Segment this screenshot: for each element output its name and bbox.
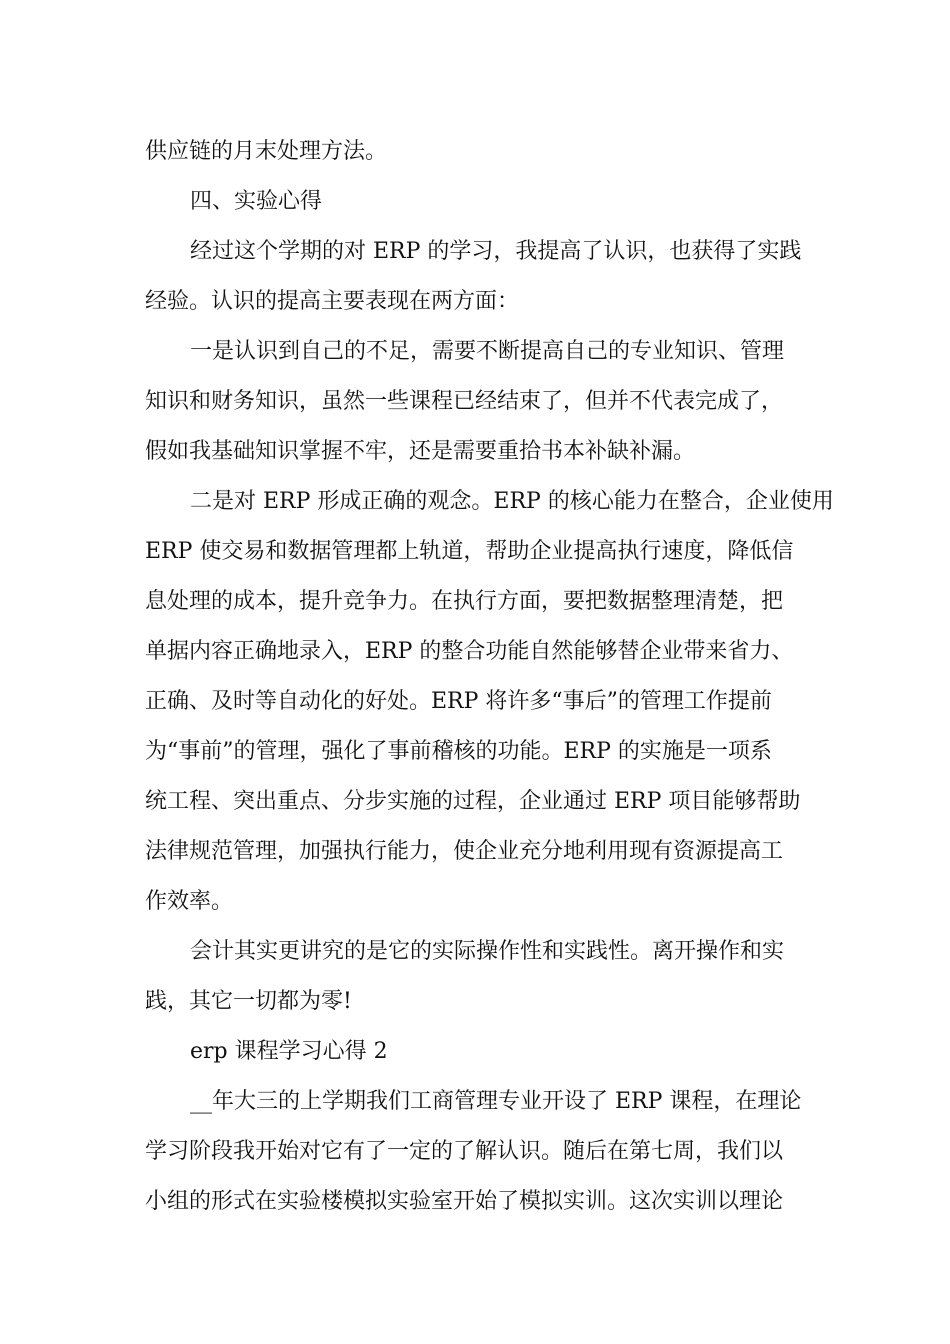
text-line: ERP 使交易和数据管理都上轨道，帮助企业提高执行速度，降低信 [145,539,794,564]
text-line: 践，其它一切都为零! [145,989,352,1014]
text-line: 学习阶段我开始对它有了一定的了解认识。随后在第七周，我们以 [145,1139,784,1164]
text-line: 会计其实更讲究的是它的实际操作性和实践性。离开操作和实 [190,939,785,964]
text-line: 经验。认识的提高主要表现在两方面： [145,289,520,314]
text-line: 小组的形式在实验楼模拟实验室开始了模拟实训。这次实训以理论 [145,1189,784,1214]
text-line: 统工程、突出重点、分步实施的过程，企业通过 ERP 项目能够帮助 [145,789,801,814]
text-line: 假如我基础知识掌握不牢，还是需要重拾书本补缺补漏。 [145,439,696,464]
text-line: 单据内容正确地录入，ERP 的整合功能自然能够替企业带来省力、 [145,639,794,664]
section-heading: 四、实验心得 [190,189,323,214]
text-line: 法律规范管理，加强执行能力，使企业充分地利用现有资源提高工 [145,839,784,864]
text-line: 正确、及时等自动化的好处。ERP 将许多“事后”的管理工作提前 [145,689,772,714]
text-line: 经过这个学期的对 ERP 的学习，我提高了认识，也获得了实践 [190,239,802,264]
section-heading: erp 课程学习心得 2 [190,1039,388,1064]
text-line: 息处理的成本，提升竞争力。在执行方面，要把数据整理清楚，把 [145,589,784,614]
text-line: 供应链的月末处理方法。 [145,139,388,164]
text-line: 二是对 ERP 形成正确的观念。ERP 的核心能力在整合，企业使用 [190,489,834,514]
text-line: 一是认识到自己的不足，需要不断提高自己的专业知识、管理 [190,339,785,364]
text-line: 作效率。 [145,889,234,914]
text-line: 为“事前”的管理，强化了事前稽核的功能。ERP 的实施是一项系 [145,739,772,764]
text-line: 知识和财务知识，虽然一些课程已经结束了，但并不代表完成了， [145,389,784,414]
text-line: __年大三的上学期我们工商管理专业开设了 ERP 课程，在理论 [190,1089,802,1114]
